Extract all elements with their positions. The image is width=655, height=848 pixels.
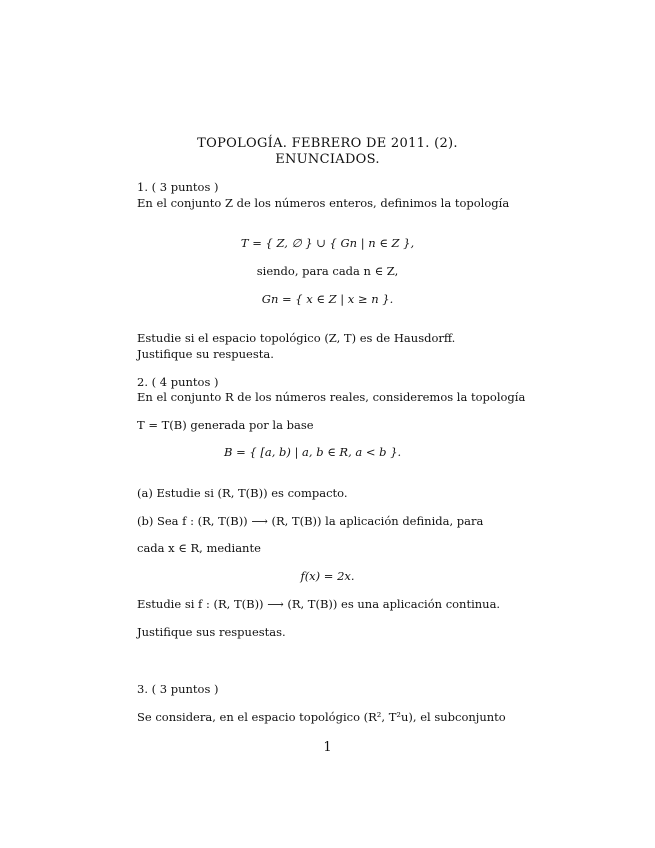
problem-2-part-a: (a) Estudie si (R, T(B)) es compacto. [137,486,348,500]
problem-1-justify: Justifique su respuesta. [137,347,274,361]
problem-2-formula-f: f(x) = 2x. [300,569,355,583]
problem-2-question: Estudie si f : (R, T(B)) ⟶ (R, T(B)) es una aplicación continua. [137,597,501,611]
problem-3-intro: Se considera, en el espacio topológico (R², T²u), el subconjunto [137,710,506,724]
title-line-2: ENUNCIADOS. [275,152,380,167]
problem-2-justify: Justifique sus respuestas. [137,625,286,639]
problem-1-question: Estudie si el espacio topológico (Z, T) es de Hausdorff. [137,331,456,345]
problem-2-part-b-line-1: (b) Sea f : (R, T(B)) ⟶ (R, T(B)) la aplicación definida, para [137,514,484,528]
problem-2-heading: 2. ( 4 puntos ) [137,375,219,389]
problem-1-formula-siendo: siendo, para cada n ∈ Z, [256,264,399,278]
problem-1-intro: En el conjunto Z de los números enteros, definimos la topología [137,196,510,210]
title-line-1: TOPOLOGÍA. FEBRERO DE 2011. (2). [197,136,458,151]
problem-2-intro: En el conjunto R de los números reales, consideremos la topología [137,390,526,404]
problem-1-formula-g: Gn = { x ∈ Z | x ≥ n }. [261,292,394,306]
problem-2-formula-t: T = T(B) generada por la base [137,418,314,432]
problem-2-formula-b: B = { [a, b) | a, b ∈ R, a < b }. [224,445,402,459]
problem-1-formula-t: T = { Z, ∅ } ∪ { Gn | n ∈ Z }, [240,236,415,250]
problem-2-part-b-line-2: cada x ∈ R, mediante [137,541,261,555]
page-number: 1 [323,740,332,755]
problem-1-heading: 1. ( 3 puntos ) [137,180,219,194]
problem-3-heading: 3. ( 3 puntos ) [137,682,219,696]
